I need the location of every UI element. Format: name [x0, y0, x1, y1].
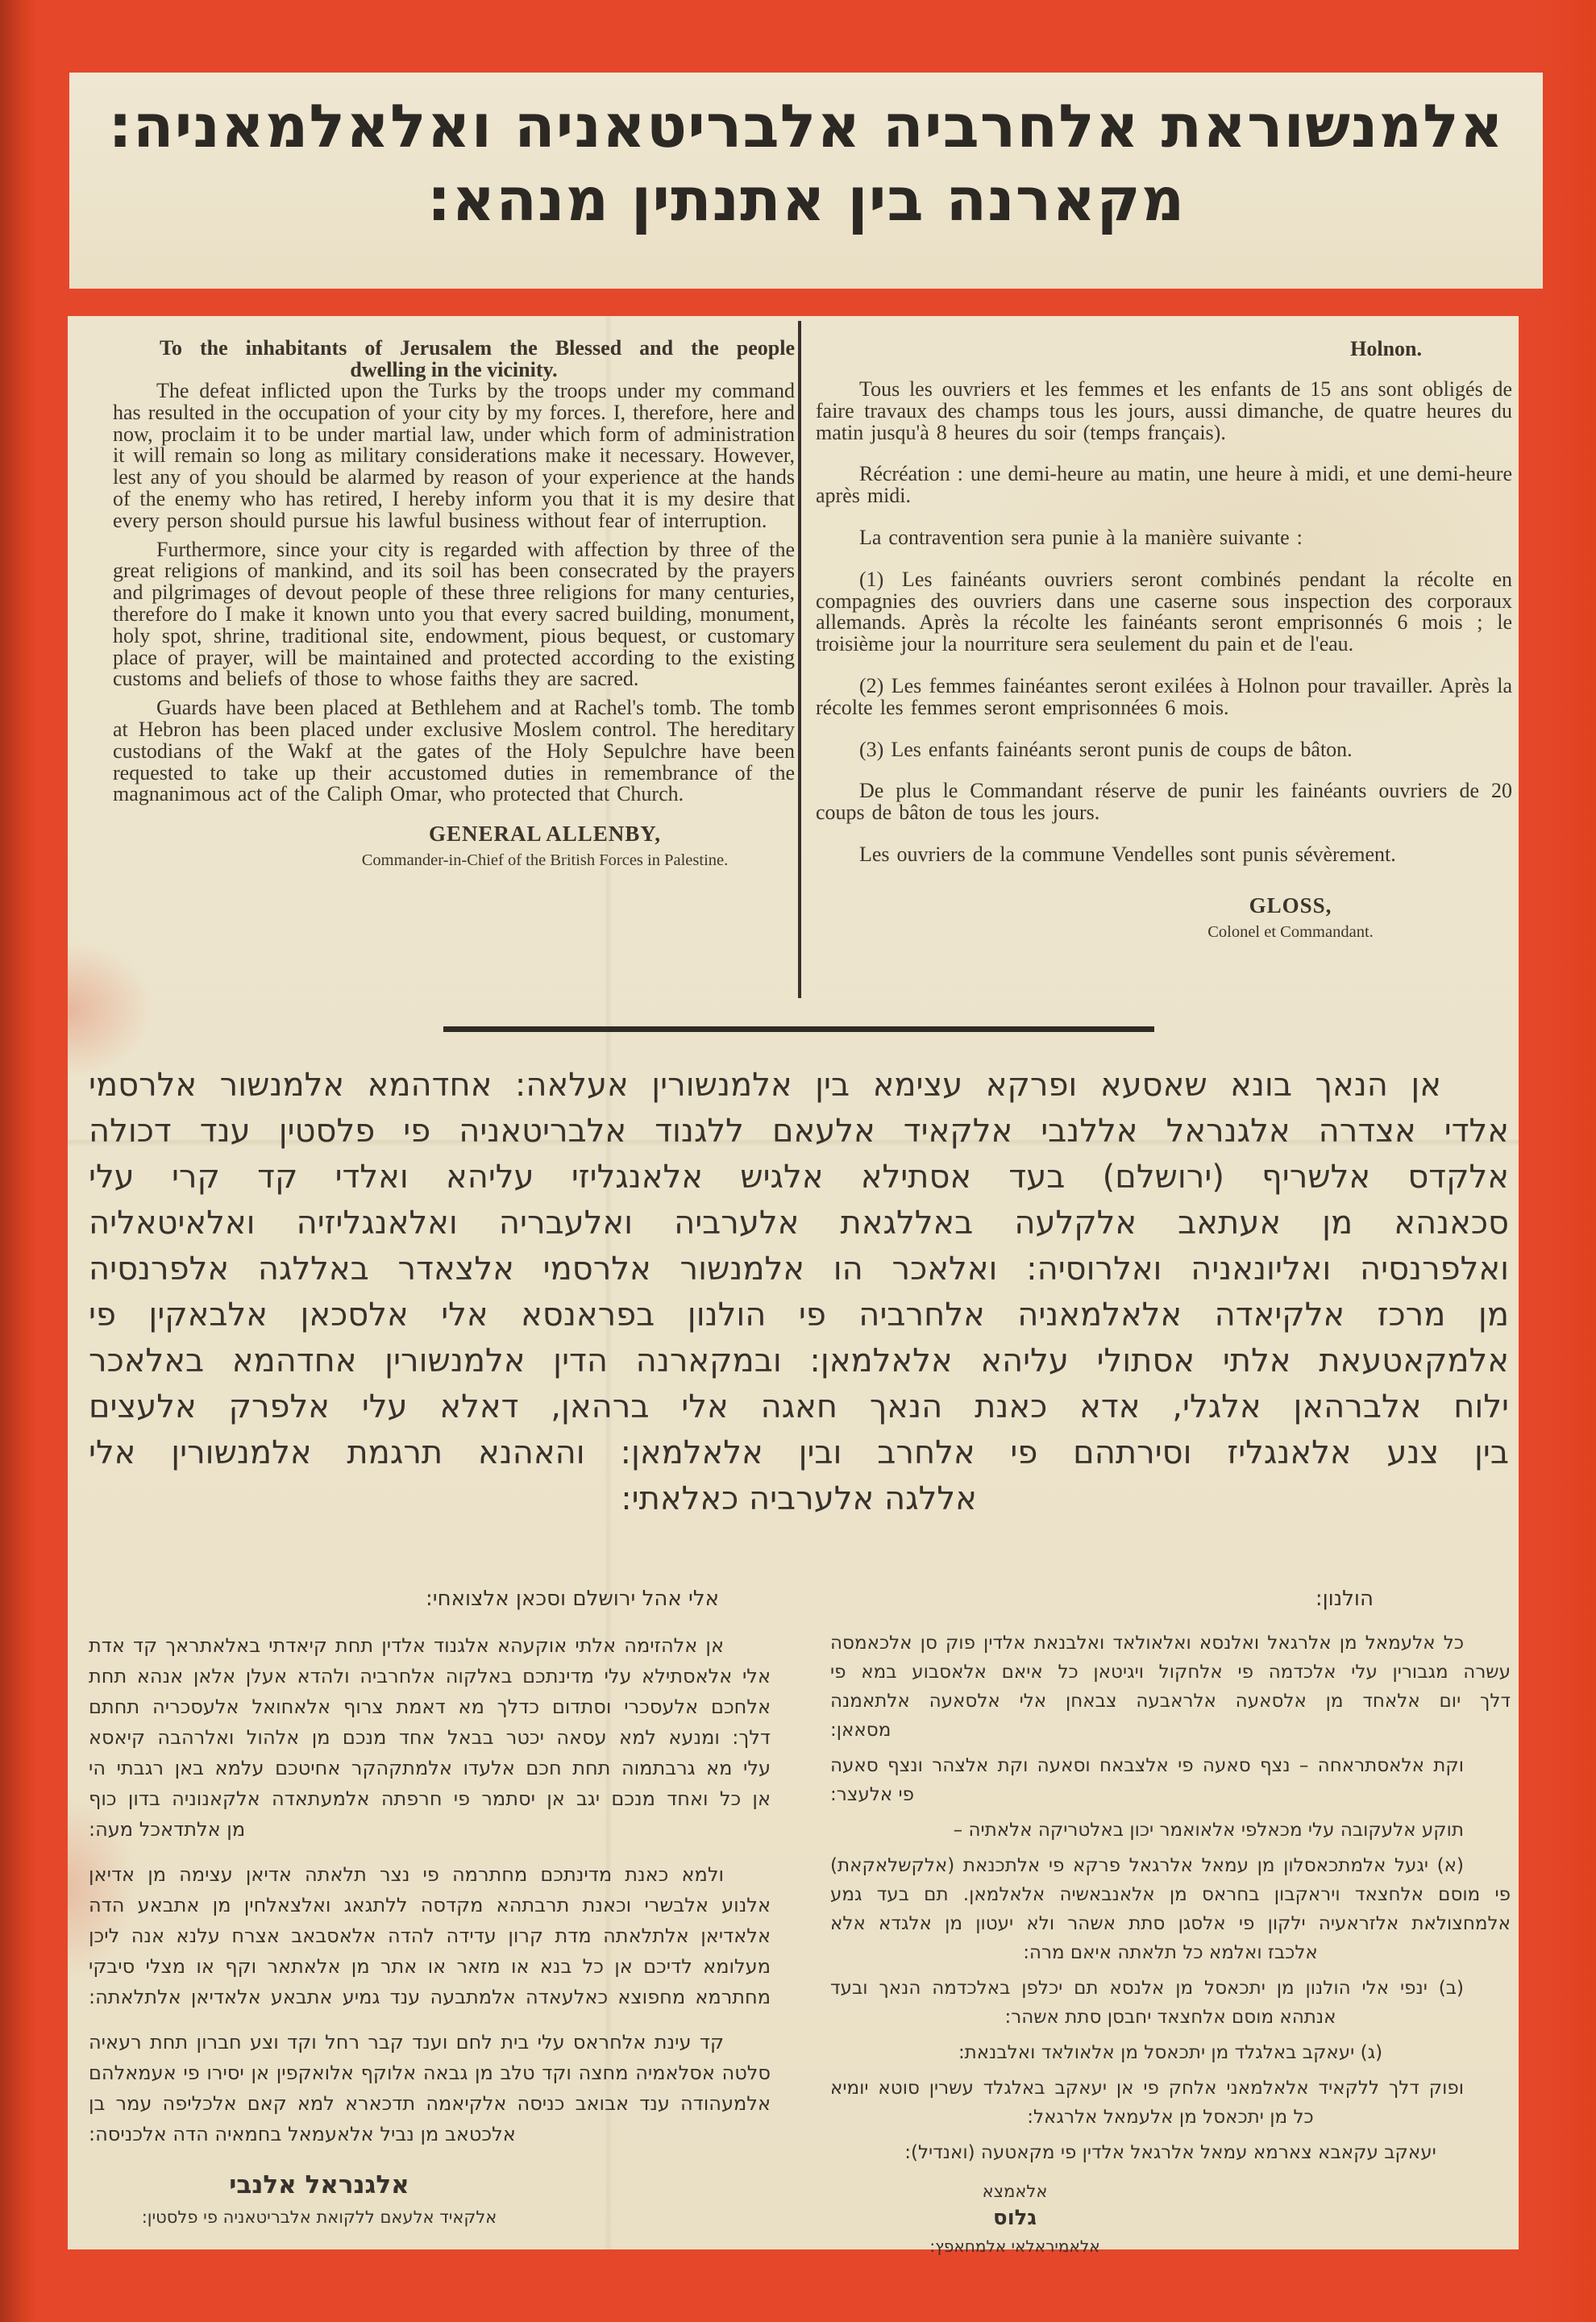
text-line: ואלפרנסיה ואליונאניה ואלרוסיה: ואלאכר הו אלמנשור אלרסמי אלצאדר באללגה אלפרנסיה	[89, 1250, 1509, 1288]
arabic-right-paragraph-1	[830, 1629, 1511, 1745]
text-line: דלך יום אלאחד מן אלסאעה אלראבעה צבאחן אלי אלסאעה אלתאמנה	[830, 1691, 1511, 1712]
text-line: ופוק דלך ללקאיד אלאלמאני אלחק פי אן יעאקב באלגלד עשרין סוטא יומיא	[830, 2078, 1464, 2099]
arabic-right-paragraph-4	[830, 1851, 1511, 1967]
headline-line-1: אלמנשוראת אלחרביה אלבריטאניה ואלאלמאניה:	[108, 92, 1504, 161]
text-line: (2) Les femmes fainéantes seront exilées à Holnon pour travailler. Après la récolte les femmes seront emprisonnées 6 mois.	[816, 673, 1512, 719]
english-signature-block	[295, 822, 795, 870]
text-line: Récréation : une demi-heure au matin, une heure à midi, et une demi-heure après midi.	[816, 462, 1512, 508]
text-line: אלכטאב מן נביל אלאעמאל בחמאיה הדה אלכניסה:	[89, 2123, 516, 2145]
french-signature-name: GLOSS,	[1249, 893, 1332, 918]
english-signature-title: Commander-in-Chief of the British Forces in Palestine.	[361, 851, 729, 870]
text-line: אלדי אצדרה אלגנראל אללנבי אלקאיד אלעאם ללגנוד אלבריטאניה פי פלסטין ענד דכולה	[89, 1113, 1509, 1150]
arabic-left-paragraph-1	[89, 1630, 771, 1845]
text-line: סלטה אסלאמיה מחצה וקד טלב מן גבאה אלוקף אלואקפין אן יסירו פי אעמאלהם	[89, 2062, 771, 2084]
text-line: תוקע אלעקובה עלי מכאלפי אלאואמר יכון באלטריקה אלאתיה –	[953, 1820, 1464, 1841]
arabic-right-signature-word: אלאמצא	[982, 2182, 1048, 2201]
text-line: יעאקב עקאבא צארמא עמאל אלרגאל אלדין פי מקאטעה (ואנדיל):	[904, 2142, 1436, 2163]
text-line: כל מן יתכאסל מן אלעמאל אלרגאל:	[1027, 2107, 1314, 2128]
text-line: עלי מא גרבתמוה תחת חכם אלעדו אלמתקהקר אחיטכם עלמא באן רגבתי הי	[89, 1757, 771, 1779]
text-line: קד עינת אלחראס עלי בית לחם וענד קבר רחל וקד וצע חברון תחת רעאיה	[89, 2031, 724, 2054]
text-line: אלנוע אלבשרי וכאנת תרבתהא מקדסה ללתגאג ואלצאלחין מן אתבאע הדה	[89, 1894, 771, 1916]
french-header: Holnon.	[1350, 337, 1422, 360]
text-line: Les ouvriers de la commune Vendelles sont punis sévèrement.	[859, 842, 1396, 866]
spacer	[830, 2032, 1511, 2038]
french-paragraphs	[816, 379, 1512, 866]
arabic-left-header: אלי אהל ירושלם וסכאן אלצואחי:	[426, 1587, 719, 1611]
arabic-right-paragraph-6	[830, 2038, 1511, 2067]
french-signature-block	[1101, 893, 1480, 942]
text-line: מסאאן:	[830, 1720, 892, 1741]
arabic-right-signature-name: גלוס	[993, 2206, 1037, 2230]
text-line: אן הנאך בונא שאסעא ופרקא עצימא בין אלמנשורין אעלאה: אחדהמא אלמנשור אלרסמי	[89, 1067, 1441, 1104]
french-signature-title: Colonel et Commandant.	[1207, 922, 1374, 941]
arabic-right-paragraph-2	[830, 1751, 1511, 1809]
spacer	[830, 2132, 1511, 2138]
arabic-right-paragraph-5	[830, 1974, 1511, 2032]
headline-band	[69, 73, 1543, 289]
arabic-left-signature-name: אלגנראל אלנבי	[229, 2170, 409, 2199]
spacer	[830, 1845, 1511, 1851]
text-line: La contravention sera punie à la manière suivante :	[859, 525, 1303, 549]
arabic-left-signature-block	[110, 2170, 529, 2227]
text-line: דלך: ומנעא למא עסאה יכטר בבאל אחד מנכם מן אלהול ואלרהבה קיאסא	[89, 1726, 771, 1749]
text-line: To the inhabitants of Jerusalem the Blessed and the people	[160, 336, 795, 360]
headline-line-2: מקארנה בין אתנתין מנהא:	[426, 164, 1186, 235]
text-line: אלמקאטעאת אלתי אסתולי עליהא אלאלמאן: ובמקארנה הדין אלמנשורין אחדהמא באלאכר	[89, 1342, 1509, 1379]
text-line: אלאדיאן אלתלאתה מדת קרון עדידה להדה אלאסבאב אצרח עלנא אנה ליכן	[89, 1925, 771, 1947]
text-line: (3) Les enfants fainéants seront punis de coups de bâton.	[859, 737, 1353, 761]
arabic-left-column	[89, 1587, 771, 2227]
text-line: אלמחצולאת אלזראעיה ילקון פי אלסגן סתת אשהר ולא יעטון מן אלגדא אלא	[830, 1913, 1511, 1934]
english-paragraphs	[113, 381, 795, 805]
text-line: סכאנהא מן אעתאב אלקלעה באללגאת אלערביה ואלעבריה ואלאנגליזיה ואלאיטאליה	[89, 1205, 1509, 1242]
text-line: כל אלעמאל מן אלרגאל ואלנסא ואלאולאד ואלבנאת אלדין פוק סן אלכאמסה	[830, 1633, 1464, 1654]
text-line: אלי אלאסתילא עלי מדינתכם באלקוה אלחרביה ולהדא אעלן אלאן אנהא תחת	[89, 1665, 771, 1687]
text-line: פי מוסם אלחצאד ויראקבון בחראס מן אלאנבאשיה אלאלמאן. תם בעד גמע	[830, 1884, 1511, 1905]
text-line: בין צנע אלאנגליז וסירתהם פי אלחרב ובין אלאלמאן: והאהנא תרגמת אלמנשורין אלי	[89, 1434, 1509, 1471]
body-band	[68, 316, 1519, 2256]
text-line: Tous les ouvriers et les femmes et les enfants de 15 ans sont obligés de faire travaux des champs tous les jours, aussi dimanche, de quatre heures du matin jusqu'à 8 heures du soir (temps français).	[816, 377, 1512, 444]
text-line: Furthermore, since your city is regarded with affection by three of the great religions of mankind, and its soil has been consecrated by the prayers and pilgrimages of devout people of these three religions for many centuries, therefore do I make it known unto you that every sacred building, monument, holy spot, shrine, traditional site, endowment, pious bequest, or customary place of prayer, will be maintained and protected according to the existing customs and beliefs of those to whose faiths they are sacred.	[113, 537, 795, 691]
arabic-left-paragraph-2	[89, 1859, 771, 2012]
arabic-right-paragraph-8	[830, 2138, 1511, 2167]
spacer	[830, 1745, 1511, 1751]
english-column	[113, 337, 795, 870]
text-line: dwelling in the vicinity.	[350, 358, 558, 381]
text-line: (1) Les fainéants ouvriers seront combinés pendant la récolte en compagnies des ouvriers dans une caserne sous inspection des corporaux allemands. Après la récolte les fainéants seront emprisonnés 6 mois ; le troisième jour la nourriture sera seulement du pain et de l'eau.	[816, 567, 1512, 656]
spacer	[830, 1967, 1511, 1974]
text-line: (א) יגעל אלמתכאסלון מן עמאל אלרגאל פרקא פי אלתכנאת (אלקשלאקאת)	[830, 1855, 1464, 1876]
text-line: אלקדס אלשריף (ירושלם) בעד אסתילא אלגיש אלאנגליזי עליהא ואלדי קד קרי עלי	[89, 1159, 1509, 1196]
text-line: אן אלהזימה אלתי אוקעהא אלגנוד אלדין תחת קיאדתי באלאתראך קד אדת	[89, 1634, 724, 1657]
text-line: מן מרכז אלקיאדה אלאלמאניה אלחרביה פי הולנון בפראנסא אלי אלסכאן אלבאקין פי	[89, 1296, 1509, 1334]
arabic-left-paragraph-3	[89, 2027, 771, 2149]
text-line: Guards have been placed at Bethlehem and at Rachel's tomb. The tomb at Hebron has been placed under exclusive Moslem control. The hereditary custodians of the Wakf at the gates of the Holy Sepulchre have been requested to take up their accustomed duties in remembrance of the magnanimous act of the Caliph Omar, who protected that Church.	[113, 696, 795, 806]
arabic-right-paragraph-7	[830, 2074, 1511, 2132]
arabic-right-column	[830, 1587, 1511, 2256]
english-heading	[113, 337, 795, 381]
text-line: אנתהא מוסם אלחצאד יחבסן סתת אשהר:	[1004, 2007, 1336, 2028]
text-line: פי אלעצר:	[830, 1784, 915, 1805]
text-line: ילוח אלברהאן אלגלי, אדא כאנת הנאך חאגה אלי ברהאן, דאלא עלי אלפרק אלעצים	[89, 1388, 1509, 1425]
arabic-intro-paragraph	[89, 1063, 1509, 1522]
text-line: וקת אלאסתראחה – נצף סאעה פי אלצבאח וסאעה וקת אלצהר ונצף סאעה	[830, 1755, 1464, 1776]
text-line: עשרה מגבורין עלי אלכדמה פי אלחקול ויגיטאן כל איאם אלאסבוע במא פי	[830, 1662, 1511, 1683]
text-line: ולמא כאנת מדינתכם מחתרמה פי נצר תלאתה אדיאן עצימה מן אדיאן	[89, 1863, 724, 1886]
section-divider-horizontal	[443, 1026, 1154, 1032]
column-divider-vertical	[798, 321, 801, 998]
arabic-right-signature-block	[842, 2182, 1188, 2256]
headline	[69, 94, 1543, 234]
text-line: (ב) ינפי אלי הולנון מן יתכאסל מן אלנסא תם יכלפן באלכדמה הנאך ובעד	[830, 1978, 1464, 1999]
text-line: מן אלתדאכל מעה:	[89, 1818, 246, 1841]
text-line: אן כל ואחד מנכם יגב אן יסתמר פי חרפתה אלמעתאדה אלקאנוניה בדון כוף	[89, 1787, 771, 1810]
arabic-right-paragraph-3	[830, 1816, 1511, 1845]
text-line: אלמעהודה ענד אבואב כניסה אלקיאמה תדכארא למא קאם אלכליפה עמר בן	[89, 2092, 771, 2115]
text-line: מעלומא לדיכם אן כל בנא או מזאר או אתר מן אלאתאר וקף או מצלי סיבקי	[89, 1955, 771, 1978]
spacer	[89, 2012, 771, 2027]
spacer	[830, 2067, 1511, 2074]
text-line: (ג) יעאקב באלגלד מן יתכאסל מן אלאולאד ואלבנאת:	[958, 2042, 1383, 2063]
text-line: The defeat inflicted upon the Turks by the troops under my command has resulted in the occupation of your city by my forces. I, therefore, here and now, proclaim it to be under martial law, under which form of administration it will remain so long as military considerations make it necessary. However, lest any of you should be alarmed by reason of your experience at the hands of the enemy who has retired, I hereby inform you that it is my desire that every person should pursue his lawful business without fear of interruption.	[113, 379, 795, 532]
french-column	[816, 337, 1512, 942]
text-line: אללגה אלערביה כאלאתי:	[621, 1480, 977, 1517]
text-line: אלכבז ואלמא כל תלאתה איאם מרה:	[1023, 1942, 1318, 1963]
text-line: מחתרמא מחפוצא כאלעאדה אלמתבעה ענד גמיע אתבאע אלאדיאן אלתלאתה:	[89, 1986, 771, 2008]
text-line: אלחכם אלעסכרי וסתדום כדלך מא דאמת צרוף אלאחואל אלעסכריה תחתם	[89, 1696, 771, 1718]
arabic-right-header: הולנון:	[1315, 1587, 1374, 1611]
arabic-right-signature-title: אלאמיראלאי אלמחאפץ:	[929, 2237, 1100, 2256]
spacer	[89, 1845, 771, 1859]
english-signature-name: GENERAL ALLENBY,	[428, 822, 662, 847]
spacer	[830, 1809, 1511, 1816]
arabic-left-signature-title: אלקאיד אלעאם ללקואת אלבריטאניה פי פלסטין:	[141, 2208, 497, 2227]
text-line: De plus le Commandant réserve de punir les fainéants ouvriers de 20 coups de bâton de tous les jours.	[816, 779, 1512, 825]
